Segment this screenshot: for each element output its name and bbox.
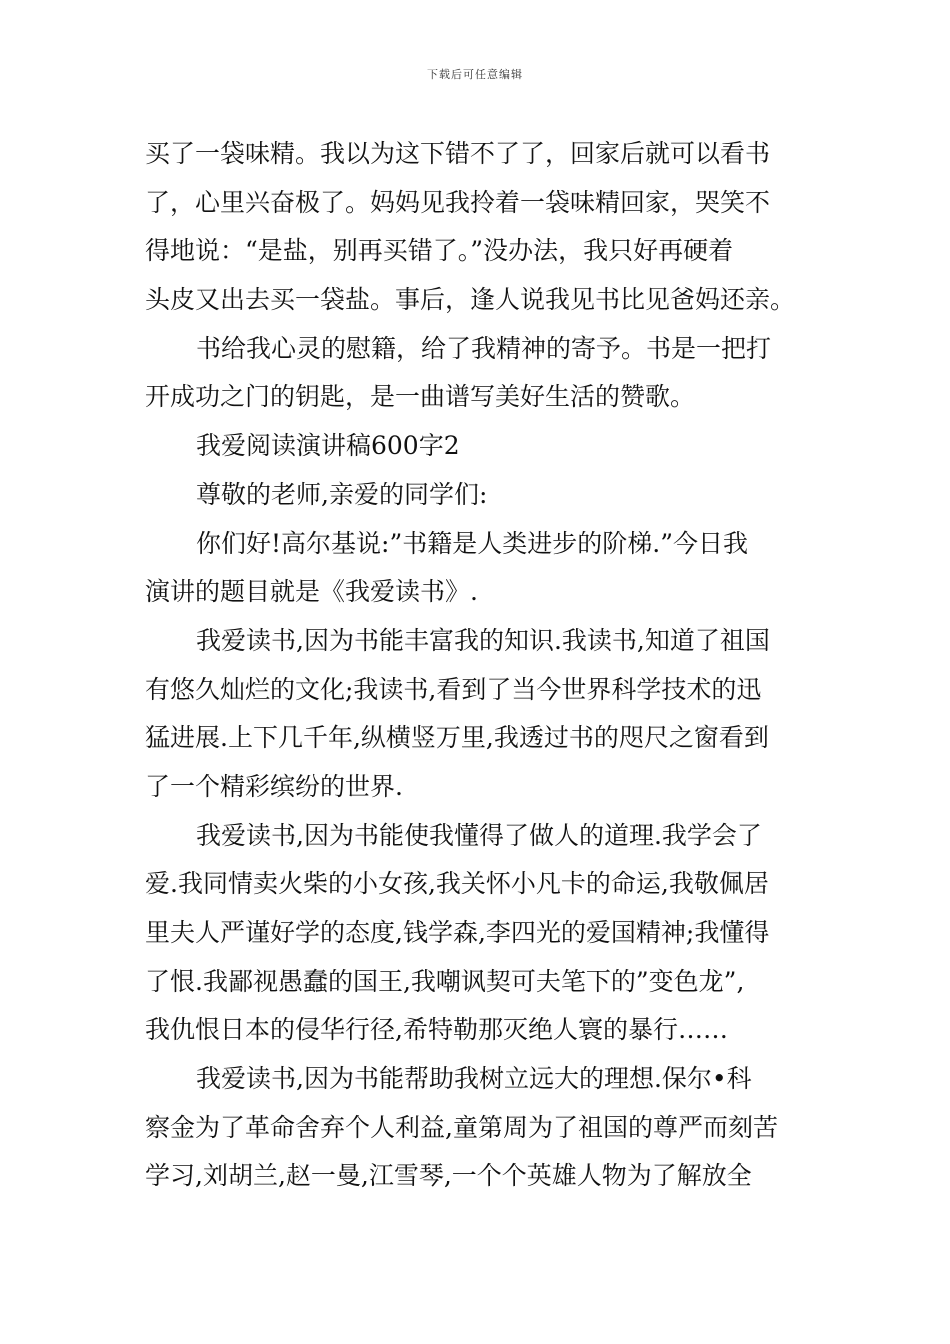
text-line: 爱.我同情卖火柴的小女孩,我关怀小凡卡的命运,我敬佩居 [145,869,769,899]
document-body [145,130,810,1201]
text-line: 了，心里兴奋极了。妈妈见我拎着一袋味精回家，哭笑不 [145,187,771,217]
text-line: 演讲的题目就是《我爱读书》. [145,577,478,607]
text-line: 猛进展.上下几千年,纵横竖万里,我透过书的咫尺之窗看到 [145,723,769,753]
section-heading: 我爱阅读演讲稿600字2 [196,431,460,461]
text-line: 了恨.我鄙视愚蠢的国王,我嘲讽契可夫笔下的”变色龙”, [145,966,745,996]
text-line: 我爱读书,因为书能帮助我树立远大的理想.保尔•科 [196,1064,752,1094]
text-line: 你们好!高尔基说:”书籍是人类进步的阶梯.”今日我 [196,528,748,558]
text-line: 书给我心灵的慰籍，给了我精神的寄予。书是一把打 [196,333,772,363]
text-line: 里夫人严谨好学的态度,钱学森,李四光的爱国精神;我懂得 [145,918,770,947]
text-line: 买了一袋味精。我以为这下错不了了，回家后就可以看书 [145,139,771,168]
text-line: 我仇恨日本的侵华行径,希特勒那灭绝人寰的暴行…… [145,1015,728,1045]
text-line: 我爱读书,因为书能丰富我的知识.我读书,知道了祖国 [196,625,770,655]
text-line: 学习,刘胡兰,赵一曼,江雪琴,一个个英雄人物为了解放全 [145,1161,752,1191]
text-line: 开成功之门的钥匙，是一曲谱写美好生活的赞歌。 [145,382,696,412]
text-line: 察金为了革命舍弃个人利益,童第周为了祖国的尊严而刻苦 [145,1112,778,1142]
text-line: 我爱读书,因为书能使我懂得了做人的道理.我学会了 [196,820,762,850]
text-line: 了一个精彩缤纷的世界. [145,771,403,801]
text-line: 得地说：“是盐，别再买错了。”没办法，我只好再硬着 [145,236,734,266]
text-line: 有悠久灿烂的文化;我读书,看到了当今世界科学技术的迅 [145,674,762,704]
page-header-note: 下载后可任意编辑 [427,68,523,81]
salutation: 尊敬的老师,亲爱的同学们: [196,479,488,509]
text-line: 头皮又出去买一袋盐。事后，逢人说我见书比见爸妈还亲。 [145,285,796,315]
